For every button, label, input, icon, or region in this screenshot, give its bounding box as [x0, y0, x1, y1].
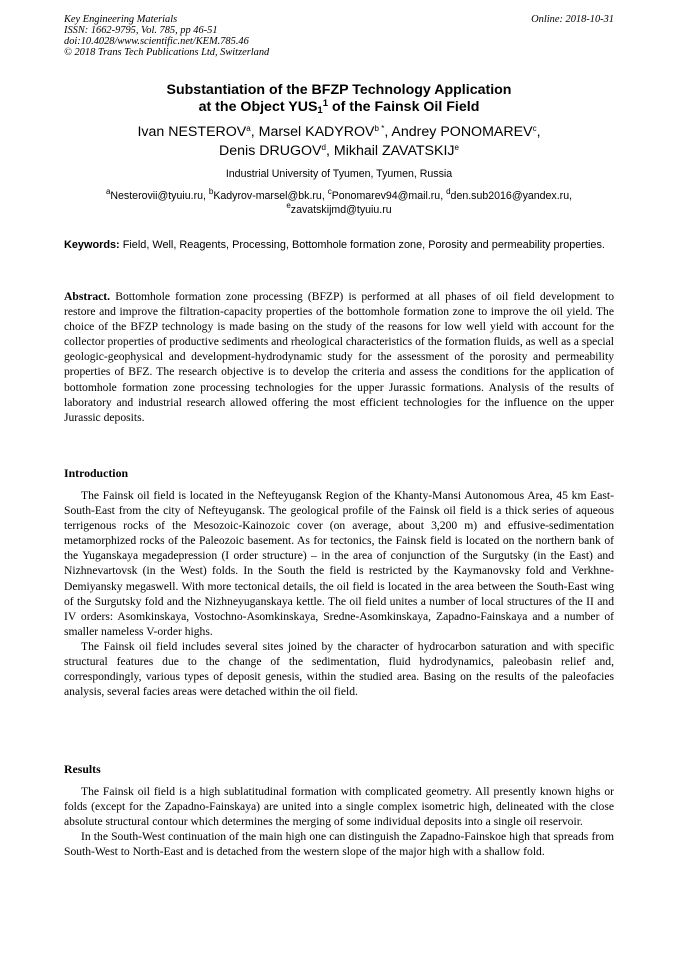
email-link[interactable]: Ponomarev94@mail.ru [331, 190, 441, 202]
affiliation: Industrial University of Tyumen, Tyumen, Russia [225, 168, 453, 180]
title-line-2 [64, 99, 614, 116]
keywords-block [64, 238, 614, 252]
title-line-2-end: of the Fainsk Oil Field [328, 99, 480, 115]
email-mark: d [446, 187, 451, 196]
abstract-label: Abstract. [64, 290, 111, 303]
title-subscript: 1 [317, 105, 323, 116]
keywords-label: Keywords: [64, 239, 120, 251]
author-mark: c [532, 124, 537, 133]
author-name: Denis DRUGOV [219, 143, 322, 159]
author-mark: d [321, 143, 326, 152]
author-line-2: Denis DRUGOV$^d$, Mikhail ZAVATSKIJ$^e$ [219, 143, 459, 159]
email-link[interactable]: Kadyrov-marsel@bk.ru [213, 190, 322, 202]
paragraph: In the South-West continuation of the main high one can distinguish the Zapadno-Fainskoe high that spreads from South-West to North-East and is detached from the western slope of the major high with a shallow fold. [64, 830, 614, 859]
keywords-text: Field, Well, Reagents, Processing, Bottomhole formation zone, Porosity and permeability properties. [119, 239, 605, 251]
author-name: Marsel KADYROV [258, 124, 375, 140]
author-name: Ivan NESTEROV [137, 124, 247, 140]
introduction-heading: Introduction [64, 466, 129, 480]
title-superscript: 1 [322, 98, 329, 109]
email-mark: e [286, 201, 291, 210]
title-line-1: Substantiation of the BFZP Technology Application [166, 82, 512, 98]
email-link[interactable]: den.sub2016@yandex.ru [450, 190, 570, 202]
title-line-2-start: at the Object YUS [198, 99, 318, 115]
publication-header [64, 14, 614, 58]
email-link[interactable]: Nesterovii@tyuiu.ru [110, 190, 203, 202]
abstract-text: Bottomhole formation zone processing (BFZP) is performed at all phases of oil field development to restore and improve the filtration-capacity properties of the bottomhole formation zone to improve the oil yield. The choice of the BFZP technology is made basing on the study of the reasons for low well yield with account for the collector properties of productive sediments and rheological characteristics of the formation fluids, as well as a special geologic-geophysical and development-hydrodynamic study for the assessment of the porosity and permeability properties of BFZ. The research objective is to develop the criteria and assess the conditions for the application of bottomhole formation zone processing technologies for the upper Jurassic formations. Analysis of the results of laboratory and industrial research allowed offering the most efficient technologies for the influence on the upper Jurassic deposits. [64, 290, 614, 424]
email-link[interactable]: zavatskijmd@tyuiu.ru [290, 204, 392, 216]
author-mark: a [246, 124, 251, 133]
email-line-1: $^a$Nesterovii@tyuiu.ru, $^b$Kadyrov-marsel@bk.ru, $^c$Ponomarev94@mail.ru, $^d$den.sub2016@yandex.ru, [105, 187, 573, 202]
email-mark: c [327, 187, 332, 196]
author-mark: e [454, 143, 459, 152]
paragraph: The Fainsk oil field is a high sublatitudinal formation with complicated geometry. All presently known highs or folds (except for the Zapadno-Fainskaya) are united into a single complex isometric high, delineated with the close absolute structural contour which determines the merging of some individual deposits into a single oil reservoir. [64, 785, 614, 829]
results-heading: Results [64, 762, 101, 776]
results-section [64, 784, 614, 859]
paper-title [64, 82, 614, 116]
journal-name: Key Engineering Materials [64, 14, 178, 25]
author-name: Mikhail ZAVATSKIJ [333, 143, 455, 159]
email-mark: b [208, 187, 214, 196]
copyright-line: © 2018 Trans Tech Publications Ltd, Switzerland [64, 47, 270, 58]
author-list [64, 123, 614, 161]
issn-line: ISSN: 1662-9795, Vol. 785, pp 46-51 [64, 25, 218, 36]
paragraph: The Fainsk oil field is located in the Nefteyugansk Region of the Khanty-Mansi Autonomous Area, 45 km East-South-East from the city of Nefteyugansk. The geological profile of the Fainsk oil field is a thick series of aqueous terrigenous rocks of the Mesozoic-Kainozoic cover (on average, about 3,200 m) and effusive-sedimentation metamorphized rocks of the Paleozoic basement. As for tectonics, the Fainsk field is located on the northern bank of the Yuganskaya megadepression (I order structure) – in the area of conjunction of the Surgutsky (in the East) and Nizhnevartovsk (in the West) folds. In the South the field is restricted by the Kaymanovsky fold and Verkhne-Demiyansky megaswell. With more tectonical details, the oil field is located in the area between the South-East wing of the Surgutsky fold and the Nizhneyuganskaya kettle. The oil field unites a number of local structures of the II and IV orders: Asomkinskaya, Vostochno-Asomkinskaya, Sredne-Asomkinskaya, Zapadno-Fainskaya and a number of smaller nameless V-order highs. [64, 489, 614, 638]
introduction-section [64, 488, 614, 699]
doi-line: doi:10.4028/www.scientific.net/KEM.785.46 [64, 36, 249, 47]
author-mark: b * [374, 124, 385, 133]
author-name: Andrey PONOMAREV [391, 124, 533, 140]
abstract-block [64, 289, 614, 425]
email-list [64, 189, 614, 217]
paragraph: The Fainsk oil field includes several sites joined by the character of hydrocarbon saturation and with specific structural features due to the change of the sedimentation, fluid hydrodynamics, paleobasin relief and, correspondingly, various types of deposit genesis, within the studied area. Basing on the results of the paleofacies analysis, several facies areas were detached within the oil field. [64, 639, 614, 699]
email-line-2 [64, 203, 614, 217]
author-line-1: Ivan NESTEROV$^a$, Marsel $KADYROV^{b *}$, Andrey PONOMAREV$^c$, [137, 124, 541, 140]
online-date: Online: 2018-10-31 [531, 14, 614, 25]
email-mark: a [105, 187, 111, 196]
